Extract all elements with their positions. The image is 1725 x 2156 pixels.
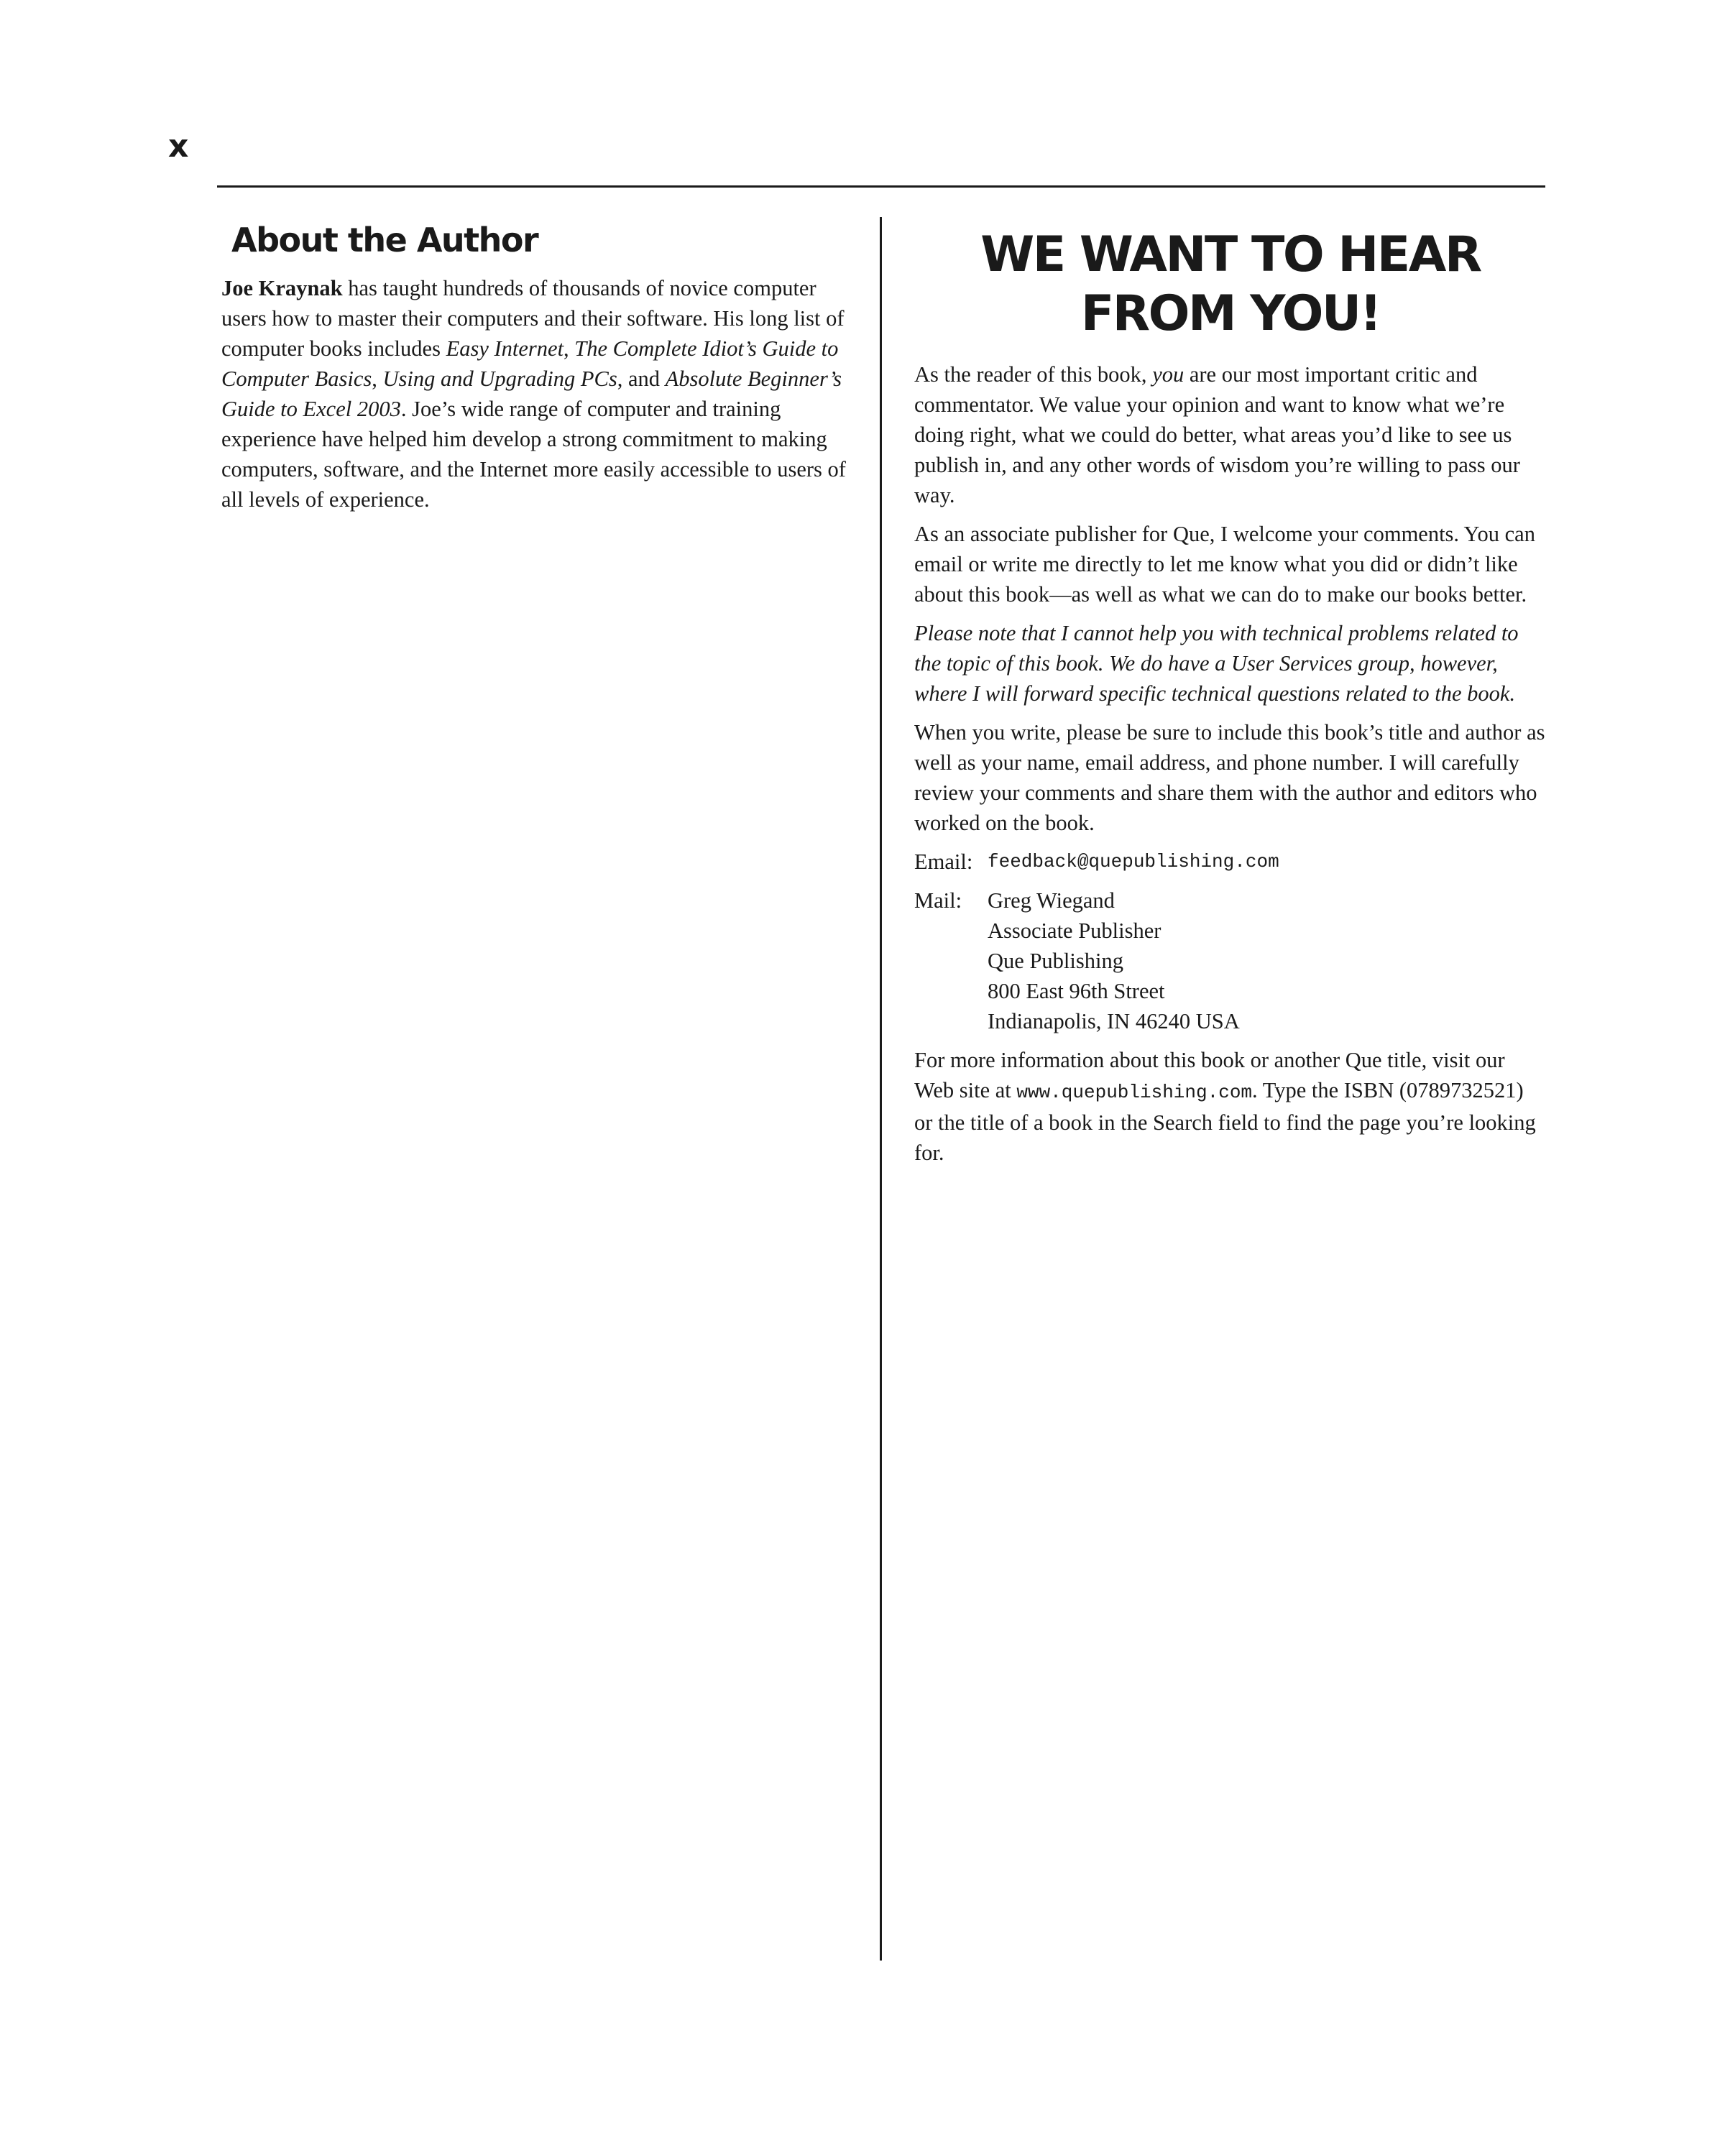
p1-end: are our most important critic and commentator. We value your opinion and want to know what we’re doing right, what we could do better, what areas you’d like to see us publish in, and any other words of wisdom you’re willing to pass our way. [914, 362, 1520, 507]
about-text-2: . Joe’s wide range of computer and training experience have helped him develop a strong commitment to making computers, software, and the Internet more easily accessible to users of all levels of experience. [221, 397, 846, 512]
mail-address [988, 885, 1240, 1036]
feedback-paragraph-5 [914, 1045, 1547, 1168]
feedback-paragraph-3: Please note that I cannot help you with technical problems related to the topic of this book. We do have a User Services group, however, where I will forward specific technical questions related to the book. [914, 621, 1519, 706]
about-author-section [221, 218, 852, 515]
email-address[interactable]: feedback@quepublishing.com [988, 851, 1279, 872]
book-title: Absolute Beginner’s Guide to Excel 2003 [221, 367, 842, 421]
mail-label: Mail: [914, 888, 962, 913]
p5-start: For more information about this book or another Que title, visit our Web site at [914, 1048, 1505, 1102]
separator: , [372, 367, 383, 391]
p1-start: As the reader of this book, [914, 362, 1153, 387]
column-divider [880, 217, 882, 1961]
feedback-paragraph-1 [914, 359, 1547, 510]
mail-line: Associate Publisher [988, 918, 1162, 943]
website-link[interactable]: www.quepublishing.com [1016, 1082, 1253, 1103]
feedback-section [914, 226, 1547, 1176]
mail-row [914, 885, 1547, 1036]
feedback-heading-line2: FROM YOU! [1080, 285, 1381, 342]
about-text-1: has taught hundreds of thousands of novice computer users how to master their computers and their software. His long list of computer books includes [221, 276, 845, 361]
header-rule [217, 185, 1545, 188]
p1-emphasis: you [1152, 362, 1184, 387]
email-row [914, 847, 1547, 877]
separator: , [564, 336, 575, 361]
feedback-heading-line1: WE WANT TO HEAR [980, 226, 1481, 283]
feedback-heading [914, 226, 1547, 344]
about-author-paragraph [221, 273, 852, 515]
book-title: The Complete Idiot’s Guide to Computer Basics [221, 336, 839, 391]
mail-line: Que Publishing [988, 949, 1123, 973]
about-author-heading: About the Author [231, 221, 538, 259]
separator: , and [617, 367, 666, 391]
author-name: Joe Kraynak [221, 276, 343, 300]
feedback-paragraph-2: As an associate publisher for Que, I welcome your comments. You can email or write me directly to let me know what you did or didn’t like about this book—as well as what we can do to make our books better. [914, 522, 1535, 607]
mail-line: 800 East 96th Street [988, 979, 1165, 1003]
feedback-paragraph-4: When you write, please be sure to include this book’s title and author as well as your name, email address, and phone number. I will carefully review your comments and share them with the author and editors who worked on the book. [914, 720, 1545, 835]
mail-line: Greg Wiegand [988, 888, 1115, 913]
p5-end: . Type the ISBN (0789732521) or the title of a book in the Search field to find the page you’re looking for. [914, 1078, 1536, 1165]
book-title: Easy Internet [446, 336, 564, 361]
book-title: Using and Upgrading PCs [382, 367, 617, 391]
page-number: x [168, 128, 189, 165]
mail-line: Indianapolis, IN 46240 USA [988, 1009, 1240, 1033]
email-label: Email: [914, 849, 973, 874]
